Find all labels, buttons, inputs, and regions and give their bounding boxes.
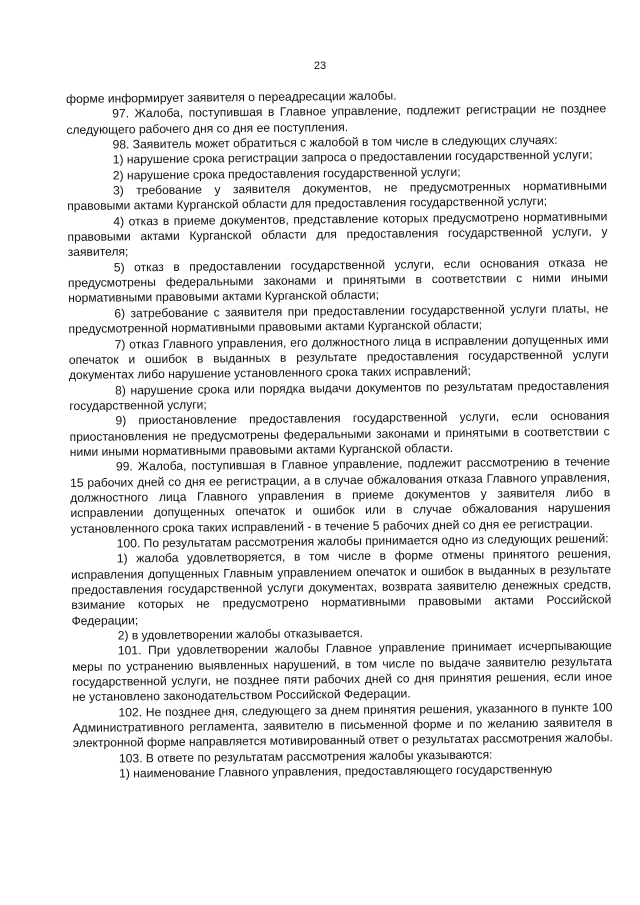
paragraph: 8) нарушение срока или порядка выдачи документов по результатам предоставления государственной услуги; <box>69 377 610 413</box>
paragraph: форме информирует заявителя о переадресации жалобы. <box>66 88 397 106</box>
paragraph: 5) отказ в предоставлении государственной услуги, если основания отказа не предусмотрены федеральными законами и принятыми в соответствии с ними иными нормативными правовыми актами Курганской области; <box>67 255 609 306</box>
paragraph: 102. Не позднее дня, следующего за днем принятия решения, указанного в пункте 100 Административного регламента, заявителю в письменной форме и по желанию заявителя в электронной форме направляется мотивированный ответ о результатах рассмотрения жалобы. <box>72 700 613 751</box>
paragraph: 9) приостановление предоставления государственной услуги, если основания приостановления не предусмотрены федеральными законами и принятыми в соответствии с ними иными нормативными правовыми актами Курганской области. <box>69 408 610 459</box>
paragraph: 1) наименование Главного управления, предоставляющего государственную <box>119 762 553 781</box>
paragraph: 2) нарушение срока предоставления государственной услуги; <box>112 164 461 183</box>
paragraph: 7) отказ Главного управления, его должностного лица в исправлении допущенных ими опечаток и ошибок в выданных в результате предоставления государственной услуги документах либо нарушение установленного срока таких исправлений; <box>68 331 609 383</box>
paragraph: 4) отказ в приеме документов, представление которых предусмотрено нормативными правовыми актами Курганской области для предоставления государственной услуги, у заявителя; <box>67 209 608 260</box>
paragraph: 3) требование у заявителя документов, не предусмотренных нормативными правовыми актами Курганской области для предоставления государственной услуги; <box>67 178 608 214</box>
paragraph: 1) нарушение срока регистрации запроса о предоставлении государственной услуги; <box>112 147 593 167</box>
paragraph: 98. Заявитель может обратиться с жалобой в том числе в следующих случаях: <box>112 132 558 152</box>
paragraph: 6) затребование с заявителя при предоставлении государственной услуги платы, не предусмотренной нормативными правовыми актами Курганской области; <box>68 301 609 337</box>
page-number: 23 <box>313 60 327 72</box>
paragraph: 99. Жалоба, поступившая в Главное управление, подлежит рассмотрению в течение 15 рабочих дней со дня ее регистрации, а в случае обжалования отказа Главного управления, должностного лица Главного управления в приеме документов у заявителя либо в исправлении допущенных опечаток и ошибок или в случае обжалования нарушения установленного срока таких исправлений - в течение 5 рабочих дней со дня ее регистрации. <box>70 454 611 536</box>
paragraph: 101. При удовлетворении жалобы Главное управление принимает исчерпывающие меры по устранению выявленных нарушений, в том числе по выдаче заявителю результата государственной услуги, не позднее пяти рабочих дней со дня принятия решения, если иное не установлено законодательством Российской Федерации. <box>71 638 613 705</box>
document-body <box>66 86 613 782</box>
paragraph: 1) жалоба удовлетворяется, в том числе в форме отмены принятого решения, исправления допущенных Главным управлением опечаток и ошибок в выданных в результате предоставления государственной услуги документах, возврата заявителю денежных средств, взимание которых не предусмотрено нормативными правовыми актами Российской Федерации; <box>70 546 612 628</box>
paragraph: 2) в удовлетворении жалобы отказывается. <box>117 625 363 643</box>
paragraph: 103. В ответе по результатам рассмотрения жалобы указываются: <box>118 747 493 766</box>
paragraph: 100. По результатам рассмотрения жалобы принимается одно из следующих решений: <box>116 531 609 551</box>
paragraph: 97. Жалоба, поступившая в Главное управление, подлежит регистрации не позднее следующего рабочего дня со дня ее поступления. <box>66 101 607 137</box>
